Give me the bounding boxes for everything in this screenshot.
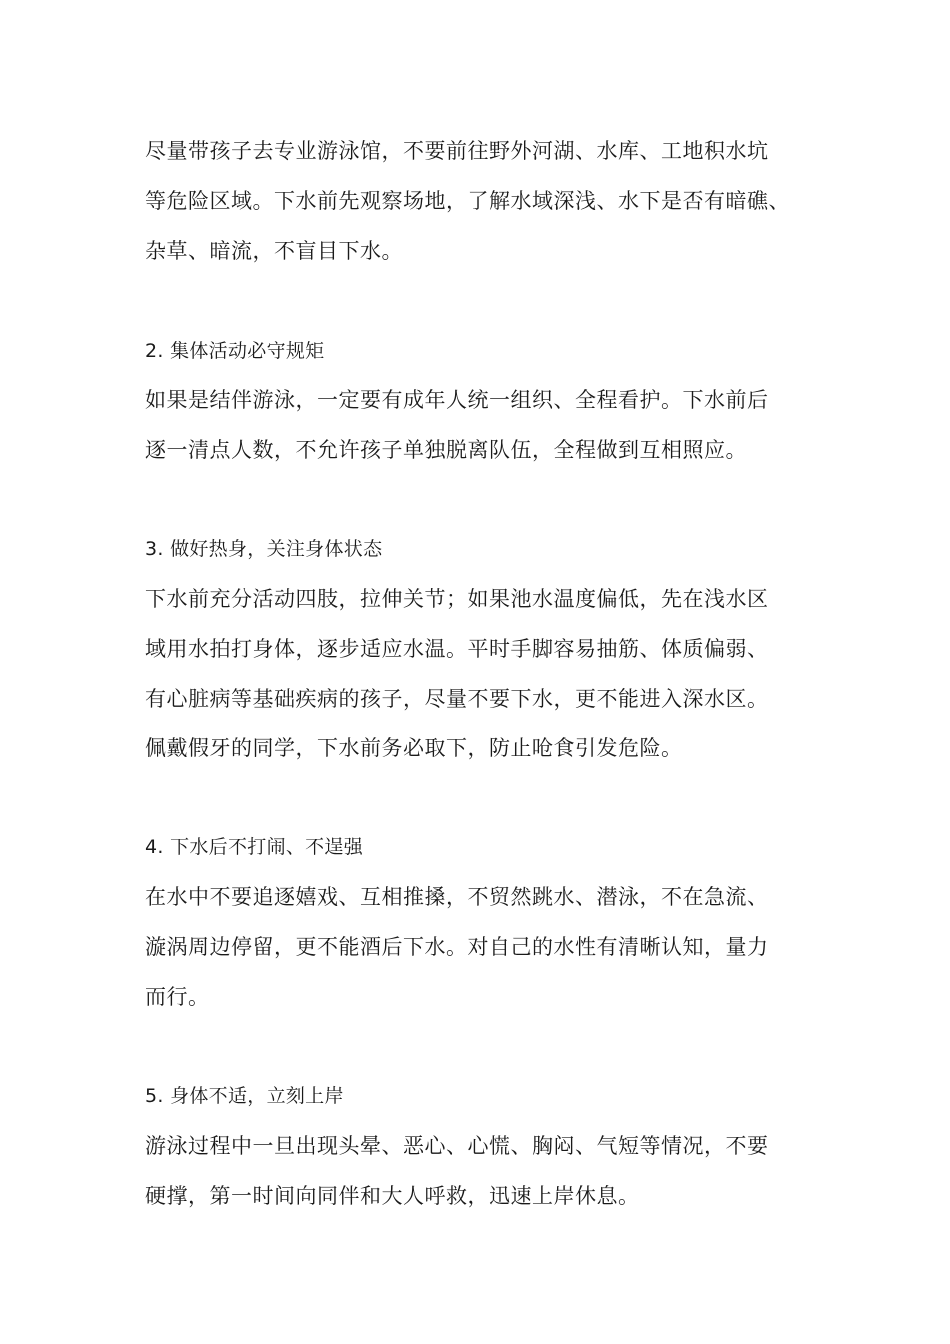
section-heading-5: 5. 身体不适，立刻上岸 bbox=[145, 1085, 344, 1107]
section-3-line-4: 佩戴假牙的同学，下水前务必取下，防止呛食引发危险。 bbox=[145, 736, 683, 760]
intro-line-2: 等危险区域。下水前先观察场地，了解水域深浅、水下是否有暗礁、 bbox=[145, 189, 790, 213]
section-2-line-1: 如果是结伴游泳，一定要有成年人统一组织、全程看护。下水前后 bbox=[145, 388, 769, 412]
section-heading-3: 3. 做好热身，关注身体状态 bbox=[145, 538, 383, 560]
section-3-line-3: 有心脏病等基础疾病的孩子，尽量不要下水，更不能进入深水区。 bbox=[145, 687, 769, 711]
section-5-line-2: 硬撑，第一时间向同伴和大人呼救，迅速上岸休息。 bbox=[145, 1184, 640, 1208]
section-5-line-1: 游泳过程中一旦出现头晕、恶心、心慌、胸闷、气短等情况，不要 bbox=[145, 1134, 769, 1158]
intro-line-1: 尽量带孩子去专业游泳馆，不要前往野外河湖、水库、工地积水坑 bbox=[145, 139, 769, 163]
section-2-line-2: 逐一清点人数，不允许孩子单独脱离队伍，全程做到互相照应。 bbox=[145, 438, 747, 462]
section-3-line-2: 域用水拍打身体，逐步适应水温。平时手脚容易抽筋、体质偏弱、 bbox=[145, 637, 769, 661]
section-4-line-2: 漩涡周边停留，更不能酒后下水。对自己的水性有清晰认知，量力 bbox=[145, 935, 769, 959]
section-4-line-3: 而行。 bbox=[145, 985, 210, 1009]
section-3-line-1: 下水前充分活动四肢，拉伸关节；如果池水温度偏低，先在浅水区 bbox=[145, 587, 769, 611]
section-4-line-1: 在水中不要追逐嬉戏、互相推搡，不贸然跳水、潜泳，不在急流、 bbox=[145, 885, 769, 909]
intro-line-3: 杂草、暗流，不盲目下水。 bbox=[145, 239, 403, 263]
section-heading-2: 2. 集体活动必守规矩 bbox=[145, 340, 325, 362]
section-heading-4: 4. 下水后不打闹、不逞强 bbox=[145, 836, 364, 858]
